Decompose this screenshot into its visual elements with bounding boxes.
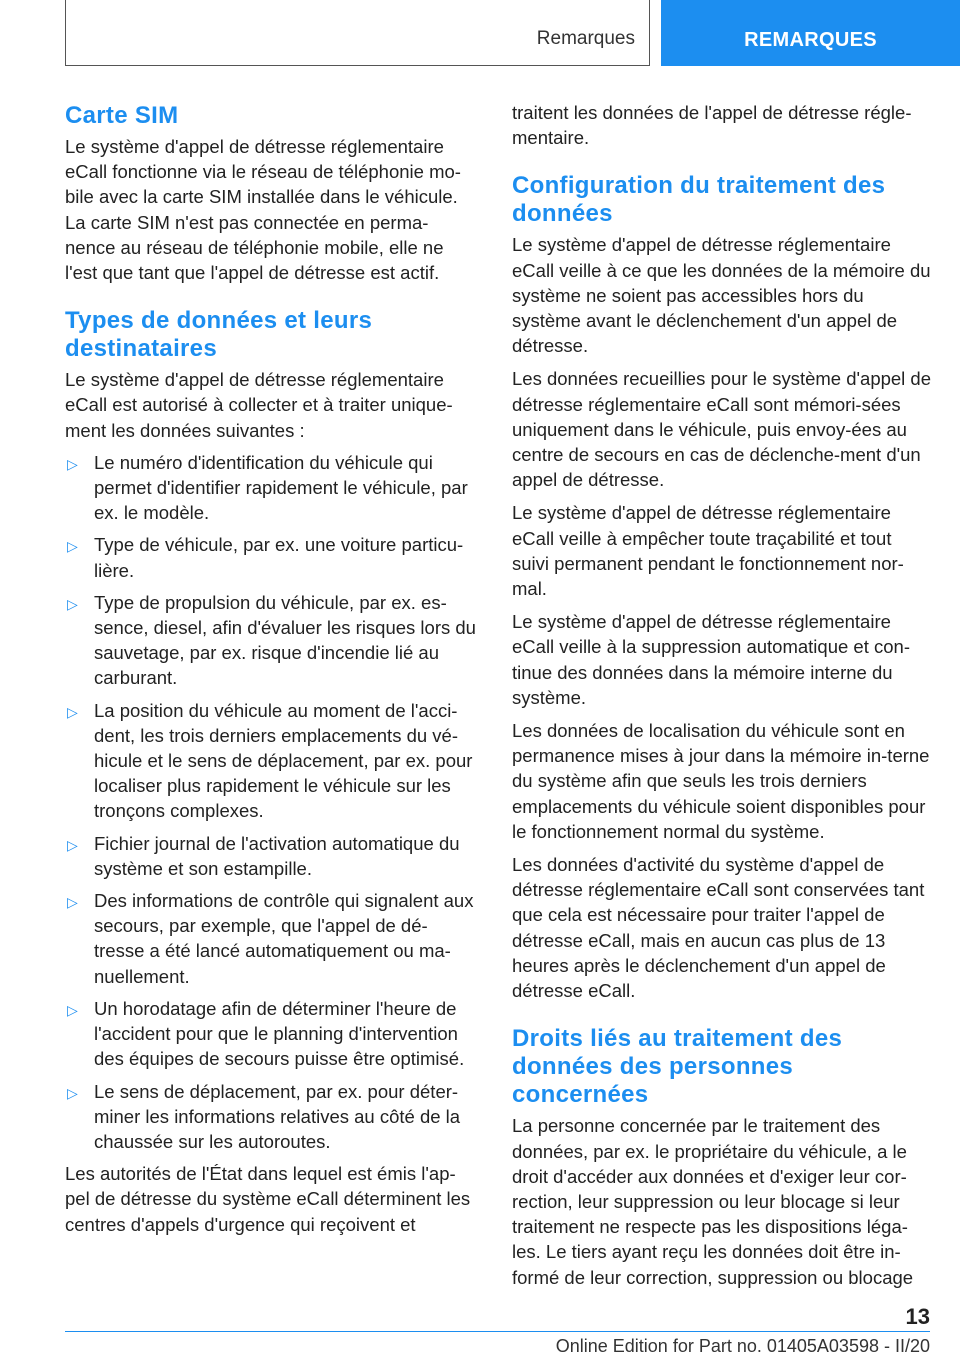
list-item: ▷ La position du véhicule au moment de l'acci-dent, les trois derniers emplacements du vé-hicule et le sens de déplacement, par ex. pour localiser plus rapidement le véhicule sur les tronçons complexes.: [67, 699, 473, 822]
paragraph-config: Le système d'appel de détresse réglementaire eCall veille à ce que les données de la mémoire du système ne soient pas accessibles hors du système avant le déclenchement d'un appel de détresse.: [512, 234, 931, 357]
right-column: [512, 100, 932, 1290]
triangle-bullet-icon: ▷: [67, 1084, 78, 1101]
triangle-bullet-icon: ▷: [67, 703, 78, 720]
footer-divider: [65, 1331, 930, 1332]
heading-data-subject-rights: Droits liés au traitement des données des personnes concernées: [512, 1025, 843, 1109]
heading-data-types: Types de données et leurs destinataires: [65, 307, 373, 363]
paragraph-continued: traitent les données de l'appel de détresse régle-mentaire.: [512, 102, 912, 149]
paragraph-config: Les données recueillies pour le système d'appel de détresse réglementaire eCall sont mémori-sées uniquement dans le véhicule, puis envoy-ées au centre de secours en cas de déclenche-ment d'un appel de détresse.: [512, 368, 932, 491]
paragraph-rights: La personne concernée par le traitement des données, par ex. le propriétaire du véhicule, a le droit d'accéder aux données et d'exiger leur cor-rection, leur suppression ou leur blocage si leur traitement ne respecte pas les dispositions léga-les. Le tiers ayant reçu les données doit être in-formé de leur correction, suppression ou blocage: [512, 1115, 914, 1288]
page-number: 13: [905, 1304, 930, 1329]
heading-sim-card: Carte SIM: [65, 102, 179, 129]
triangle-bullet-icon: ▷: [67, 894, 78, 911]
header-section-label: Remarques: [536, 28, 635, 49]
paragraph-config: Le système d'appel de détresse réglementaire eCall veille à la suppression automatique et con-tinue des données dans la mémoire interne du système.: [512, 611, 910, 708]
triangle-bullet-icon: ▷: [67, 1001, 78, 1018]
list-item: ▷ Fichier journal de l'activation automatique du système et son estampille.: [67, 832, 460, 879]
heading-data-processing-config: Configuration du traitement des données: [512, 172, 886, 228]
triangle-bullet-icon: ▷: [67, 455, 78, 472]
paragraph-config: Les données de localisation du véhicule sont en permanence mises à jour dans la mémoire in-terne du système afin que seuls les trois derniers emplacements du véhicule soient disponibles pour le fonctionnement normal du système.: [512, 720, 930, 842]
triangle-bullet-icon: ▷: [67, 595, 78, 612]
left-column: [65, 100, 477, 1237]
list-item: ▷ Un horodatage afin de déterminer l'heure de l'accident pour que le planning d'intervention des équipes de secours puisse être optimisé.: [67, 997, 465, 1070]
paragraph-data-types-intro: Le système d'appel de détresse réglementaire eCall est autorisé à collecter et à traiter unique-ment les données suivantes :: [65, 369, 453, 441]
paragraph-sim-card: Le système d'appel de détresse réglementaire eCall fonctionne via le réseau de téléphonie mo-bile avec la carte SIM installée dans le véhicule. La carte SIM n'est pas connectée en perma-nence au réseau de téléphonie mobile, elle ne l'est que tant que l'appel de détresse est actif.: [65, 136, 461, 284]
paragraph-config: Le système d'appel de détresse réglementaire eCall veille à empêcher toute traçabilité et tout suivi permanent pendant le fonctionnement nor-mal.: [512, 502, 904, 600]
list-item: ▷ Des informations de contrôle qui signalent aux secours, par exemple, que l'appel de dé-tresse a été lancé automatiquement ou ma-nuellement.: [67, 890, 474, 987]
data-types-list: [65, 450, 477, 1154]
list-item: ▷ Type de véhicule, par ex. une voiture particu-lière.: [67, 534, 464, 581]
footer-edition: Online Edition for Part no. 01405A03598 - II/20: [555, 1336, 930, 1356]
list-item: ▷ Le sens de déplacement, par ex. pour déter-miner les informations relatives au côté de la chaussée sur les autoroutes.: [67, 1080, 461, 1152]
triangle-bullet-icon: ▷: [67, 836, 78, 853]
triangle-bullet-icon: ▷: [67, 538, 78, 555]
list-item: ▷ Type de propulsion du véhicule, par ex. es-sence, diesel, afin d'évaluer les risques lors du sauvetage, par ex. risque d'incendie lié au carburant.: [67, 591, 476, 689]
header-chapter-tab: [661, 0, 960, 66]
list-item: ▷ Le numéro d'identification du véhicule qui permet d'identifier rapidement le véhicule, par ex. le modèle.: [67, 451, 468, 524]
header-chapter-label: REMARQUES: [744, 29, 877, 51]
paragraph-config: Les données d'activité du système d'appel de détresse réglementaire eCall sont conservées tant que cela est nécessaire pour traiter l'appel de détresse eCall, mais en aucun cas plus de 13 heures après le déclenchement d'un appel de détresse eCall.: [512, 854, 925, 1002]
paragraph-authorities: Les autorités de l'État dans lequel est émis l'ap-pel de détresse du système eCall déterminent les centres d'appels d'urgence qui reçoivent et: [65, 1163, 471, 1235]
header-frame: [65, 0, 650, 66]
